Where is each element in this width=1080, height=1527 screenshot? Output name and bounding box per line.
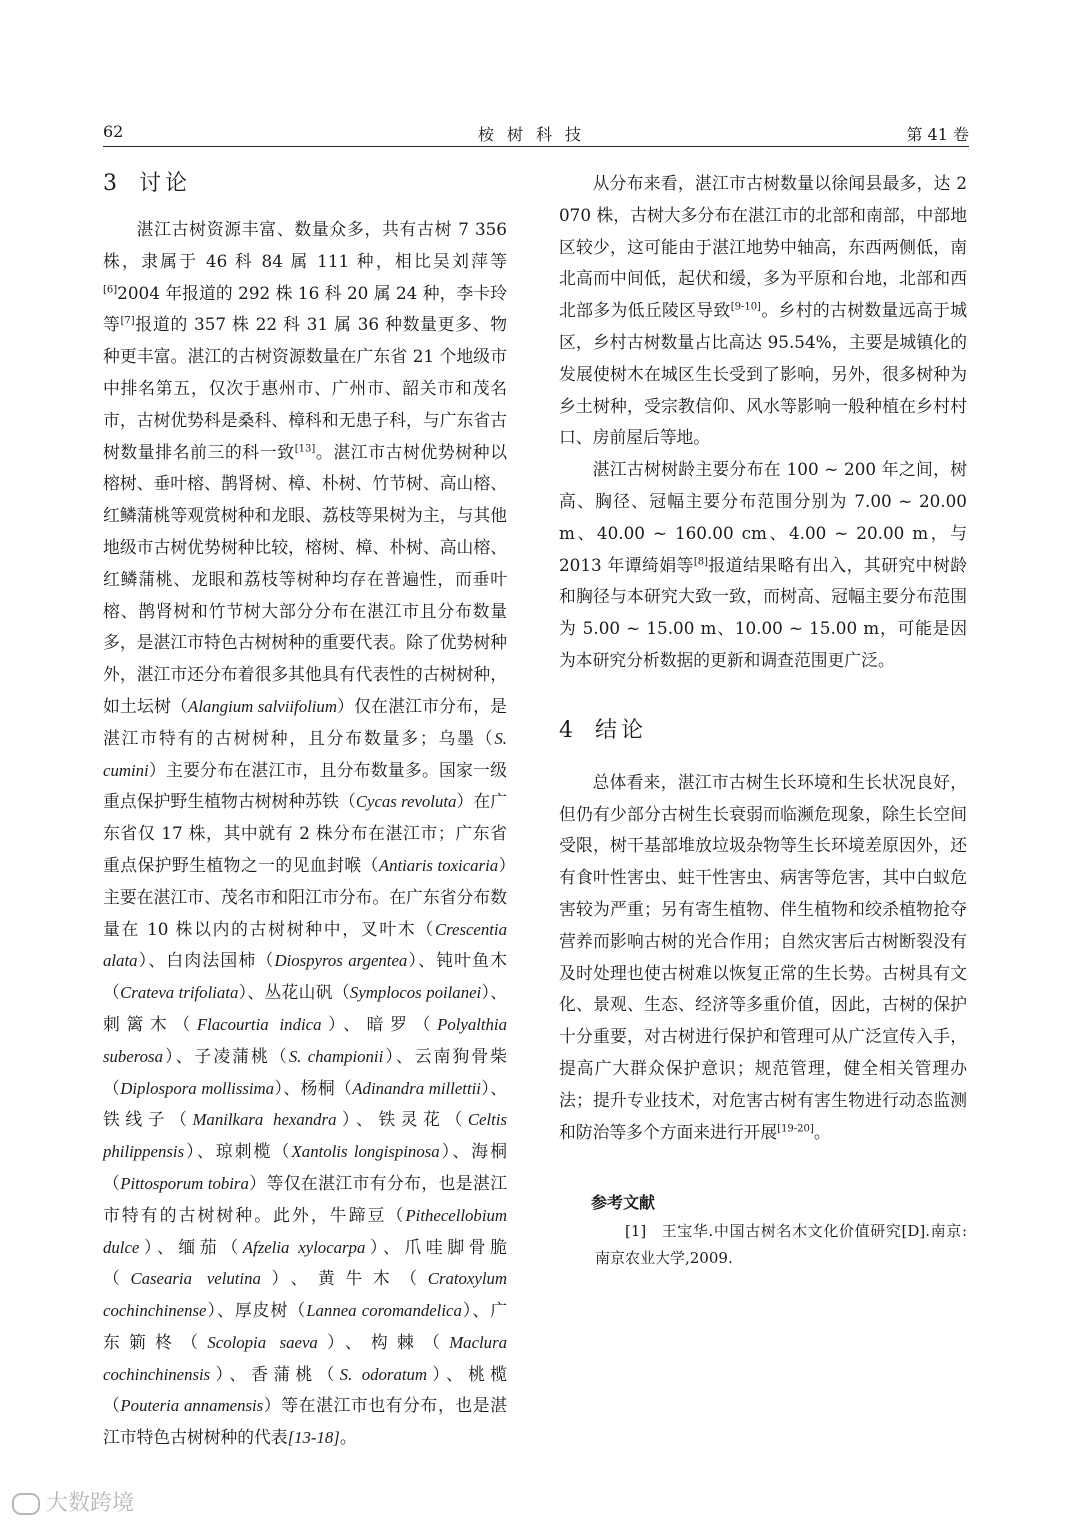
running-header: [103, 118, 969, 148]
right-column: [559, 168, 967, 1272]
left-column: [103, 168, 507, 1454]
journal-name: 桉树科技: [477, 125, 594, 144]
section-4-heading: 4 结论: [559, 717, 648, 743]
reference-item: [1] 王宝华.中国古树名木文化价值研究[D].南京:南京农业大学,2009.: [595, 1222, 967, 1268]
discussion-paragraph-3: 湛江古树树龄主要分布在 100 ~ 200 年之间，树高、胸径、冠幅主要分布范围分别为 7.00 ~ 20.00 m、40.00 ~ 160.00 cm、4.00 ~ 20.00 m，与 2013 年谭绮娟等[8]报道结果略有出入，其研究中树龄和胸径与本研究大致一致，而树高、冠幅主要分布范围为 5.00 ~ 15.00 m、10.00 ~ 15.00 m，可能是因为本研究分析数据的更新和调查范围更广泛。: [559, 459, 967, 670]
discussion-paragraph-1: 湛江古树资源丰富、数量众多，共有古树 7 356 株，隶属于 46 科 84 属 111 种，相比吴刘萍等[6]2004 年报道的 292 株 16 科 20 属 24 种，李卡玲等[7]报道的 357 株 22 科 31 属 36 种数量更多、物种更丰富。湛江的古树资源数量在广东省 21 个地级市中排名第五，仅次于惠州市、广州市、韶关市和茂名市，古树优势科是桑科、樟科和无患子科，与广东省古树数量排名前三的科一致[13]。湛江市古树优势树种以榕树、垂叶榕、鹊肾树、樟、朴树、竹节树、高山榕、红鳞蒲桃等观赏树种和龙眼、荔枝等果树为主，与其他地级市古树优势树种比较，榕树、樟、朴树、高山榕、红鳞蒲桃、龙眼和荔枝等树种均存在普遍性，而垂叶榕、鹊肾树和竹节树大部分分布在湛江市且分布数量多，是湛江市特色古树树种的重要代表。除了优势树种外，湛江市还分布着很多其他具有代表性的古树树种，如土坛树（Alangium salviifolium）仅在湛江市分布，是湛江市特有的古树树种，且分布数量多；乌墨（S. cumini）主要分布在湛江市，且分布数量多。国家一级重点保护野生植物古树树种苏铁（Cycas revoluta）在广东省仅 17 株，其中就有 2 株分布在湛江市；广东省重点保护野生植物之一的见血封喉（Antiaris toxicaria）主要在湛江市、茂名市和阳江市分布。在广东省分布数量在 10 株以内的古树树种中，叉叶木（Crescentia alata）、白肉法国柿（Diospyros argentea）、钝叶鱼木（Crateva trifoliata）、丛花山矾（Symplocos poilanei）、刺篱木（Flacourtia indica）、暗罗（Polyalthia suberosa）、子凌蒲桃（S. championii）、云南狗骨柴（Diplospora mollissima）、杨桐（Adinandra millettii）、铁线子（Manilkara hexandra）、铁灵花（Celtis philippensis）、琼刺榄（Xantolis longispinosa）、海桐（Pittosporum tobira）等仅在湛江市有分布，也是湛江市特有的古树树种。此外，牛蹄豆（Pithecellobium dulce）、缅茄（Afzelia xylocarpa）、爪哇脚骨脆（Casearia velutina）、黄牛木（Cratoxylum cochinchinense）、厚皮树（Lannea coromandelica）、广东箣柊（Scolopia saeva）、构棘（Maclura cochinchinensis）、香蒲桃（S. odoratum）、桃榄（Pouteria annamensis）等在湛江市也有分布，也是湛江市特色古树树种的代表[13-18]。: [103, 219, 508, 1448]
watermark-logo-icon: [12, 1493, 40, 1515]
volume-label: 第 41 卷: [906, 125, 969, 144]
discussion-paragraph-2: 从分布来看，湛江市古树数量以徐闻县最多，达 2 070 株，古树大多分布在湛江市的北部和南部，中部地区较少，这可能由于湛江地势中轴高，东西两侧低，南北高而中间低，起伏和缓，多为平原和台地，北部和西北部多为低丘陵区导致[9-10]。乡村的古树数量远高于城区，乡村古树数量占比高达 95.54%，主要是城镇化的发展使树木在城区生长受到了影响，另外，很多树种为乡土树种，受宗教信仰、风水等影响一般种植在乡村村口、房前屋后等地。: [559, 173, 967, 448]
watermark: 大数跨境: [12, 1486, 134, 1517]
section-3-heading: 3 讨论: [103, 171, 192, 196]
header-rule: [103, 146, 969, 147]
conclusion-paragraph: 总体看来，湛江市古树生长环境和生长状况良好，但仍有少部分古树生长衰弱而临濒危现象，除生长空间受限，树干基部堆放垃圾杂物等生长环境差原因外，还有食叶性害虫、蛀干性害虫、病害等危害，其中白蚁危害较为严重；另有寄生植物、伴生植物和绞杀植物抢夺营养而影响古树的光合作用；自然灾害后古树断裂没有及时处理也使古树难以恢复正常的生长势。古树具有文化、景观、生态、经济等多重价值，因此，古树的保护十分重要，对古树进行保护和管理可从广泛宣传入手，提高广大群众保护意识；规范管理，健全相关管理办法；提升专业技术，对危害古树有害生物进行动态监测和防治等多个方面来进行开展[19-20]。: [559, 771, 967, 1142]
page-number: 62: [103, 122, 124, 141]
references-heading: 参考文献: [591, 1193, 656, 1213]
